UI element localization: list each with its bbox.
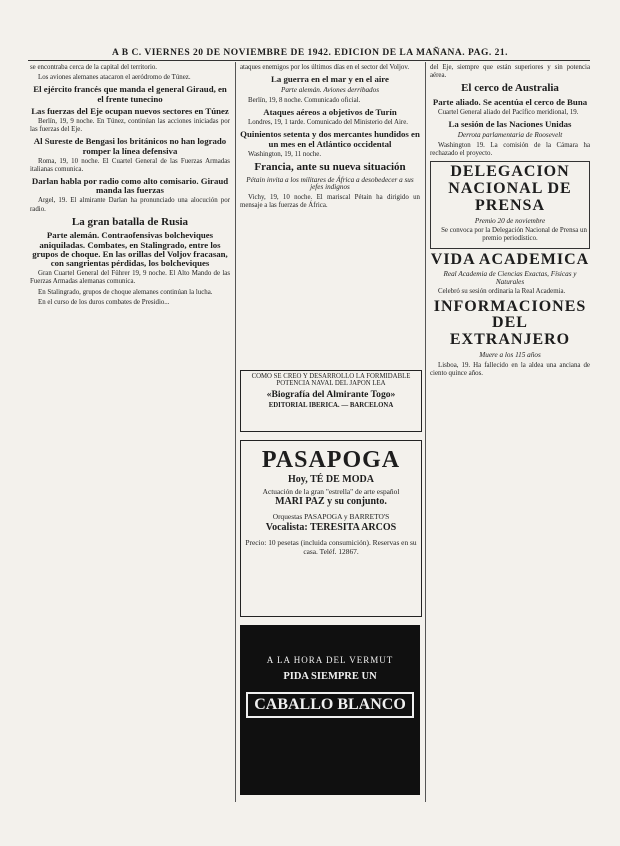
- caballo-blanco-advertisement: [240, 625, 420, 795]
- ad-line: PIDA SIEMPRE UN: [283, 671, 377, 682]
- pasapoga-advertisement: [240, 440, 422, 617]
- ad-line: Actuación de la gran "estrella" de arte español: [262, 486, 400, 496]
- book-advertisement: [240, 370, 422, 432]
- column-separator: [425, 62, 426, 802]
- article-text: Roma, 19, 10 noche. El Cuartel General de las Fuerzas Armadas italianas comunica.: [30, 157, 230, 173]
- headline: Darlan habla por radio como alto comisario. Giraud manda las fuerzas: [31, 176, 229, 196]
- column-separator: [235, 62, 236, 802]
- headline: Al Sureste de Bengasi los británicos no han logrado romper la línea defensiva: [33, 136, 227, 156]
- ad-line: Hoy, TÉ DE MODA: [288, 474, 374, 485]
- article-text: Vichy, 19, 10 noche. El mariscal Pétain ha dirigido un mensaje a las fuerzas de África.: [240, 193, 420, 209]
- article-text: Londres, 19, 1 tarde. Comunicado del Ministerio del Aire.: [248, 119, 408, 127]
- ad-line: MARI PAZ y su conjunto.: [275, 495, 387, 507]
- headline: La gran batalla de Rusia: [71, 215, 189, 228]
- column-right: [430, 64, 590, 784]
- article-text: Celebró su sesión ordinaria la Real Academia.: [438, 288, 566, 296]
- ad-book-title: «Biografía del Almirante Togo»: [266, 389, 396, 400]
- headline: La sesión de las Naciones Unidas: [448, 119, 572, 130]
- article-text: Berlín, 19, 9 noche. En Túnez, continúan las acciones iniciadas por las fuerzas del Eje.: [30, 117, 230, 134]
- page-header: A B C. VIERNES 20 DE NOVIEMBRE DE 1942. EDICION DE LA MAÑANA. PAG. 21.: [112, 48, 508, 58]
- column-middle: [240, 64, 420, 384]
- headline: El ejército francés que manda el general Giraud, en el frente tunecino: [33, 84, 227, 104]
- headline: Parte alemán. Contraofensivas bolcheviques aniquiladas. Combates, en Stalingrado, entre los grupos de choque. En las orillas del Voljov fracasan, con sangrientas pérdidas, los bolcheviques: [32, 230, 228, 269]
- ad-publisher: EDITORIAL IBERICA. — BARCELONA: [268, 402, 394, 409]
- article-text: Se convoca por la Delegación Nacional de Prensa un premio periodístico.: [441, 227, 587, 243]
- headline: VIDA ACADEMICA: [430, 250, 590, 268]
- subheadline: Parte aliado. Se acentúa el cerco de Buna: [432, 96, 588, 107]
- headline: La guerra en el mar y en el aire: [271, 74, 389, 85]
- subheadline: Parte alemán. Aviones derribados: [280, 86, 380, 95]
- ad-line: A LA HORA DEL VERMUT: [266, 655, 394, 665]
- article-text: Washington 19. La comisión de la Cámara ha rechazado el proyecto.: [430, 142, 590, 158]
- article-text: Gran Cuartel General del Führer 19, 9 noche. El Alto Mando de las Fuerzas Armadas alemanas comunica.: [30, 270, 230, 286]
- headline: INFORMACIONES DEL EXTRANJERO: [433, 297, 587, 349]
- article-text: se encontraba cerca de la capital del territorio.: [30, 64, 158, 71]
- ad-brand: CABALLO BLANCO: [246, 692, 414, 718]
- headline: Ataques aéreos a objetivos de Turín: [263, 107, 397, 118]
- subheadline: Real Academia de Ciencias Exactas, Físicas y Naturales: [443, 270, 577, 286]
- article-text: Berlín, 19, 8 noche. Comunicado oficial.: [248, 96, 361, 104]
- article-text: En el curso de los duros combates de Presidio...: [38, 298, 170, 306]
- article-text: ataques enemigos por los últimos días en el sector del Voljov.: [240, 64, 410, 71]
- subheadline: Premio 20 de noviembre: [474, 216, 546, 225]
- headline: Francia, ante su nueva situación: [254, 161, 406, 174]
- ad-line: Orquestas PASAPOGA y BARRETO'S: [272, 512, 390, 522]
- header-rule: [28, 60, 590, 61]
- ad-text: COMO SE CREO Y DESARROLLO LA FORMIDABLE POTENCIA NAVAL DEL JAPON LEA: [251, 373, 411, 387]
- ad-line: Vocalista: TERESITA ARCOS: [265, 521, 397, 533]
- article-text: Cuartel General aliado del Pacífico meridional, 19.: [438, 109, 579, 117]
- article-text: Argel, 19. El almirante Darlan ha pronunciado una alocución por radio.: [30, 197, 230, 213]
- subheadline: Pétain invita a los militares de África a desobedecer a sus jefes indignos: [246, 175, 414, 192]
- article-text: Lisboa, 19. Ha fallecido en la aldea una anciana de ciento quince años.: [430, 361, 590, 377]
- headline: Las fuerzas del Eje ocupan nuevos sectores en Túnez: [31, 105, 229, 116]
- ad-line: Precio: 10 pesetas (incluida consumición). Reservas en su casa. Teléf. 12867.: [245, 538, 417, 557]
- headline: El cerco de Australia: [461, 82, 559, 95]
- subheadline: Derrota parlamentaria de Roosevelt: [457, 131, 563, 140]
- article-text: Los aviones alemanes atacaron el aeródromo de Túnez.: [38, 74, 191, 82]
- subheadline: Muere a los 115 años: [479, 350, 541, 359]
- column-left: [30, 64, 230, 784]
- press-notice-box: [430, 161, 590, 248]
- article-text: En Stalingrado, grupos de choque alemanes continúan la lucha.: [38, 288, 213, 296]
- ad-venue-name: PASAPOGA: [261, 447, 401, 473]
- article-text: del Eje, siempre que están superiores y sin potencia aérea.: [430, 64, 590, 80]
- article-text: Washington, 19, 11 noche.: [248, 150, 322, 158]
- headline: DELEGACION NACIONAL DE PRENSA: [448, 163, 572, 214]
- headline: Quinientos setenta y dos mercantes hundidos en un mes en el Atlántico occidental: [240, 129, 420, 149]
